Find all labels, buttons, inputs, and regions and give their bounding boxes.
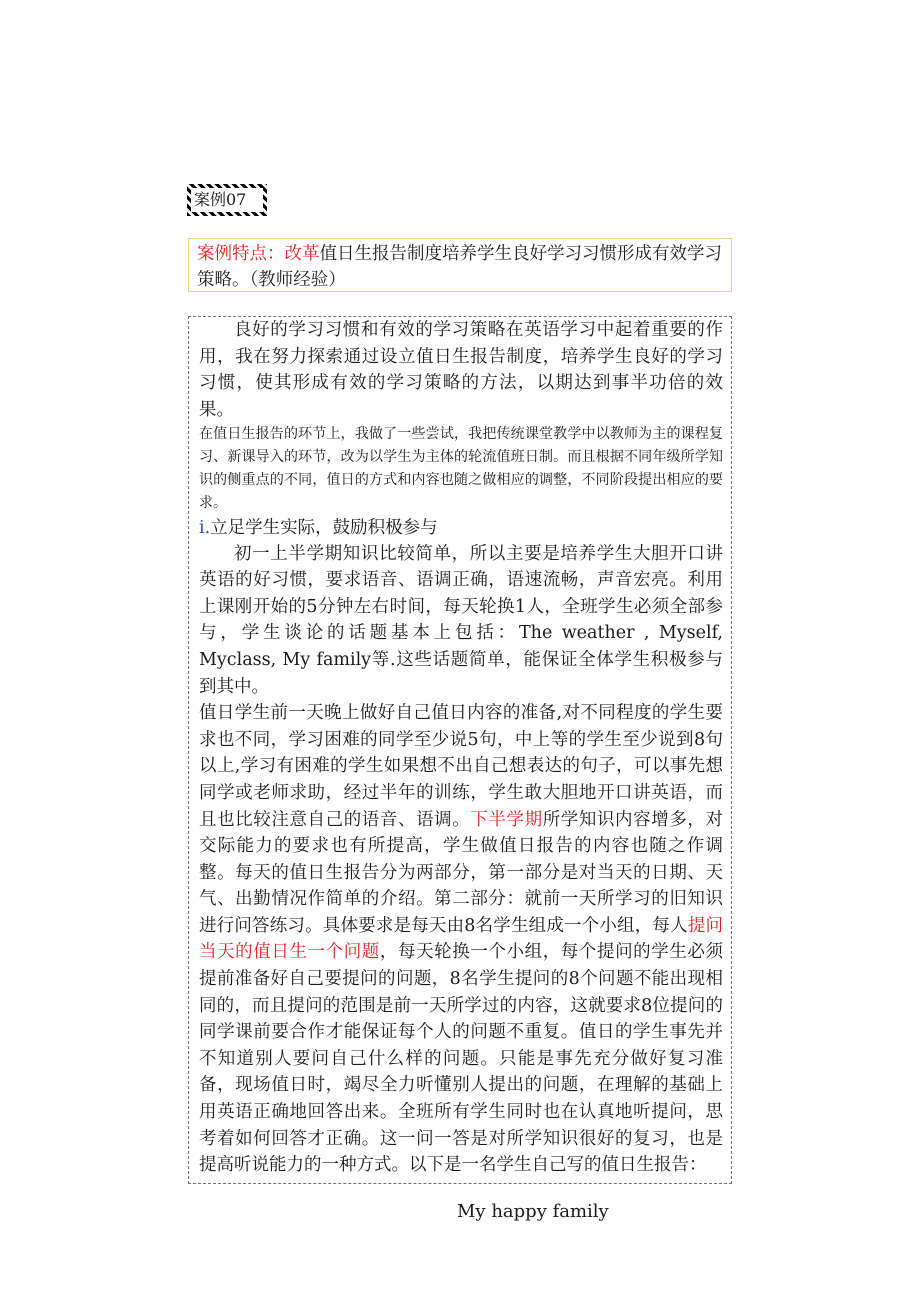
paragraph-part-1: 值日学生前一天晚上做好自己值日内容的准备,对不同程度的学生要求也不同，学习困难的同学至少说5句，中上等的学生至少说到8句以上,学习有困难的学生如果想不出自己想表达的句子，可以事先想同学或老师求助，经过半年的训练，学生敢大胆地开口讲英语，而且也比较注意自己的语音、语调。 xyxy=(199,703,723,830)
features-text: 值日生报告制度培养学生良好学习习惯形成有效学习策略。（教师经验） xyxy=(197,244,722,290)
intro-paragraph: 良好的学习习惯和有效的学习策略在英语学习中起着重要的作用，我在努力探索通过设立值日生报告制度，培养学生良好的学习习惯，使其形成有效的学习策略的方法，以期达到事半功倍的效果。 xyxy=(199,320,723,420)
paragraph-red-2: 提问当天的值日生一个问题 xyxy=(199,915,723,963)
blank-line xyxy=(199,1179,723,1199)
paragraph-red-1: 下半学期 xyxy=(470,809,543,830)
case-features-box xyxy=(188,238,732,292)
case-label-badge xyxy=(187,184,267,216)
section-title: 立足学生实际，鼓励积极参与 xyxy=(210,517,438,538)
small-paragraph: 在值日生报告的环节上，我做了一些尝试，我把传统课堂教学中以教师为主的课程复习、新课导入的环节，改为以学生为主体的轮流值班日制。而且根据不同年级所学知识的侧重点的不同，值日的方式和内容也随之做相应的调整，不同阶段提出相应的要求。 xyxy=(199,426,723,511)
first-term-paragraph: 初一上半学期知识比较简单，所以主要是培养学生大胆开口讲英语的好习惯，要求语音、语调正确，语速流畅，声音宏亮。利用上课刚开始的5分钟左右时间，每天轮换1人，全班学生必须全部参与，学生谈论的话题基本上包括：The weather , Myself, Myclass, My family等.这些话题简单，能保证全体学生积极参与到其中。 xyxy=(199,543,723,697)
features-label: 案例特点： xyxy=(197,244,285,264)
features-highlight: 改革 xyxy=(284,244,320,264)
report-title: My happy family xyxy=(457,1200,609,1222)
section-bullet: i. xyxy=(199,517,211,538)
case-label-text: 案例07 xyxy=(191,188,263,212)
section-heading xyxy=(199,515,723,541)
main-content-box xyxy=(188,316,732,1222)
second-term-paragraph xyxy=(199,700,723,1179)
paragraph-part-2: 所学知识内容增多，对交际能力的要求也有所提高，学生做值日报告的内容也随之作调整。每天的值日生报告分为两部分，第一部分是对当天的日期、天气、出勤情况作简单的介绍。第二部分：就前一天所学习的旧知识进行问答练习。具体要求是每天由8名学生组成一个小组，每人 xyxy=(199,809,724,936)
paragraph-part-3: ，每天轮换一个小组，每个提问的学生必须提前准备好自己要提问的问题，8名学生提问的8个问题不能出现相同的，而且提问的范围是前一天所学过的内容，这就要求8位提问的同学课前要合作才能保证每个人的问题不重复。值日的学生事先并不知道别人要问自己什么样的问题。只能是事先充分做好复习准备，现场值日时，竭尽全力听懂别人提出的问题，在理解的基础上用英语正确地回答出来。全班所有学生同时也在认真地听提问，思考着如何回答才正确。这一问一答是对所学知识很好的复习，也是提高听说能力的一种方式。以下是一名学生自己写的值日生报告： xyxy=(199,942,724,1176)
